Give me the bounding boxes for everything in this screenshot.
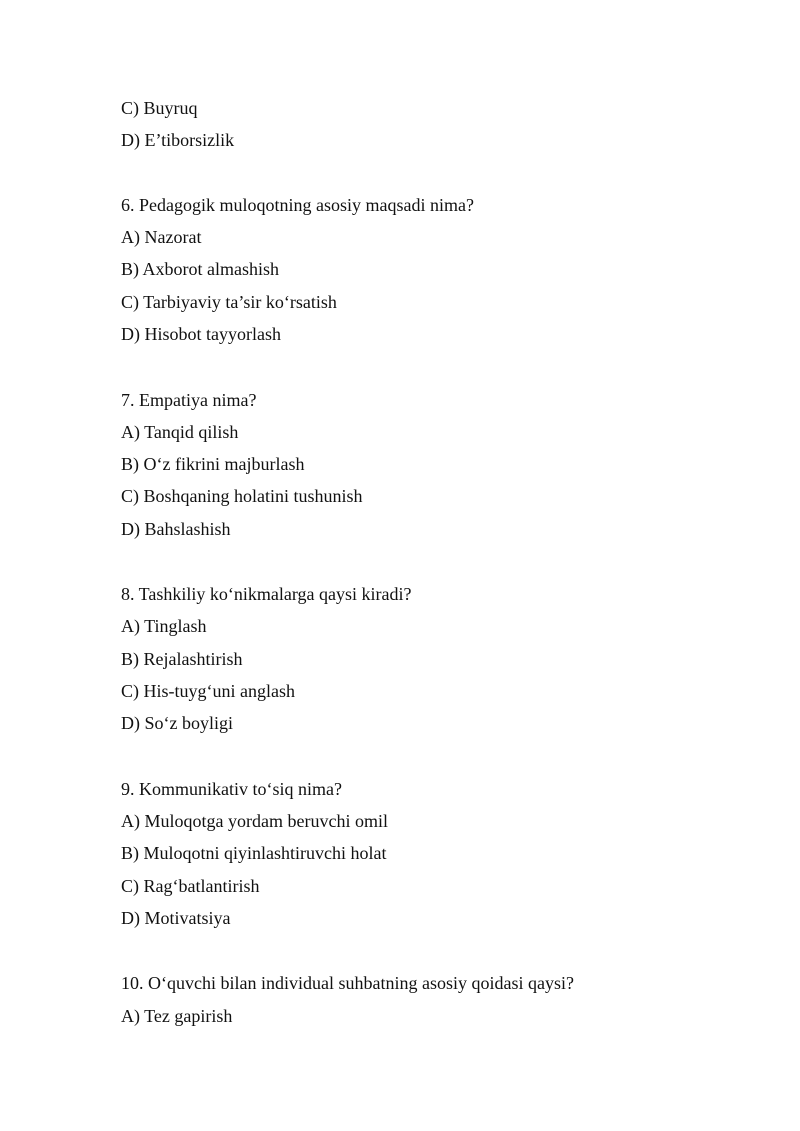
- option-8c: C) His-tuyg‘uni anglash: [121, 681, 295, 701]
- option-8a: A) Tinglash: [121, 616, 207, 636]
- option-6d: D) Hisobot tayyorlash: [121, 324, 281, 344]
- question-7: 7. Empatiya nima?: [121, 390, 257, 410]
- option-9d: D) Motivatsiya: [121, 908, 231, 928]
- question-6: 6. Pedagogik muloqotning asosiy maqsadi nima?: [121, 195, 474, 215]
- option-5d: D) E’tiborsizlik: [121, 130, 235, 150]
- option-10a: A) Tez gapirish: [121, 1006, 233, 1026]
- option-9a: A) Muloqotga yordam beruvchi omil: [121, 811, 388, 831]
- option-9c: C) Rag‘batlantirish: [121, 876, 260, 896]
- question-9: 9. Kommunikativ to‘siq nima?: [121, 779, 342, 799]
- option-7d: D) Bahslashish: [121, 519, 231, 539]
- option-7b: B) O‘z fikrini majburlash: [121, 454, 305, 474]
- question-8: 8. Tashkiliy ko‘nikmalarga qaysi kiradi?: [121, 584, 412, 604]
- option-7c: C) Boshqaning holatini tushunish: [121, 486, 363, 506]
- option-5c: C) Buyruq: [121, 98, 198, 118]
- option-7a: A) Tanqid qilish: [121, 422, 239, 442]
- option-6a: A) Nazorat: [121, 227, 202, 247]
- option-8d: D) So‘z boyligi: [121, 713, 233, 733]
- option-8b: B) Rejalashtirish: [121, 649, 243, 669]
- option-6b: B) Axborot almashish: [121, 259, 279, 279]
- question-10: 10. O‘quvchi bilan individual suhbatning asosiy qoidasi qaysi?: [121, 973, 574, 993]
- option-6c: C) Tarbiyaviy ta’sir ko‘rsatish: [121, 292, 337, 312]
- option-9b: B) Muloqotni qiyinlashtiruvchi holat: [121, 843, 387, 863]
